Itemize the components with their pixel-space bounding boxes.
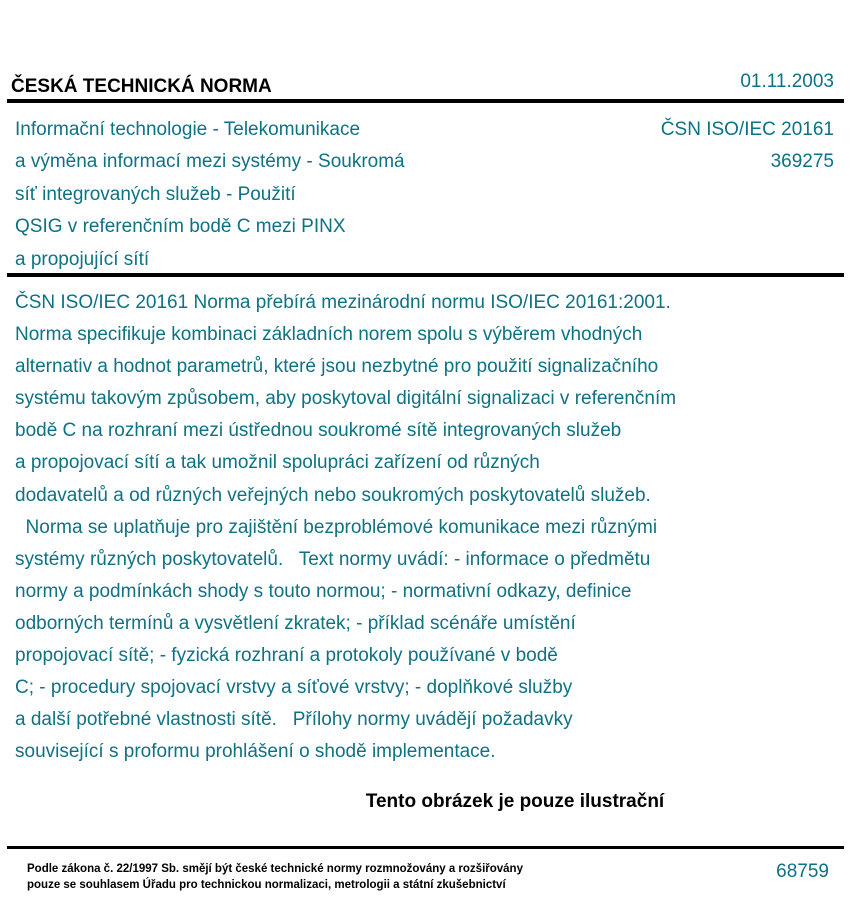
annotation-line: normy a podmínkách shody s touto normou; - normativní odkazy, definice [15, 580, 632, 602]
annotation-line: alternativ a hodnot parametrů, které jsou nezbytné pro použití signalizačního [15, 356, 659, 378]
copyright-line: pouze se souhlasem Úřadu pro technickou normalizaci, metrologii a státní zkušebnictví [27, 879, 506, 891]
annotation-line: Norma se uplatňuje pro zajištění bezproblémové komunikace mezi různými [15, 516, 658, 538]
annotation-line: systémy různých poskytovatelů. Text normy uvádí: - informace o předmětu [15, 548, 651, 570]
standard-title-line: Informační technologie - Telekomunikace [15, 119, 361, 140]
annotation-line: systému takovým způsobem, aby poskytoval digitální signalizaci v referenčním [15, 388, 677, 410]
standard-title [15, 114, 575, 276]
standard-title-line: QSIG v referenčním bodě C mezi PINX [15, 216, 346, 238]
header-divider [7, 99, 844, 103]
copyright-line: Podle zákona č. 22/1997 Sb. smějí být české technické normy rozmnožovány a rozšiřovány [27, 863, 523, 875]
annotation-text [15, 287, 795, 768]
footer-divider [7, 846, 844, 849]
standard-title-line: a propojující sítí [15, 248, 150, 270]
title-divider [7, 273, 844, 277]
annotation-line: Norma specifikuje kombinaci základních norem spolu s výběrem vhodných [15, 324, 643, 346]
standard-identifiers [661, 114, 834, 179]
copyright-notice [27, 861, 523, 893]
annotation-line: a propojovací sítí a tak umožnil spolupráci zařízení od různých [15, 452, 540, 474]
document-number: 68759 [776, 861, 829, 882]
annotation-line: a další potřebné vlastnosti sítě. Přílohy normy uvádějí požadavky [15, 709, 573, 731]
document-type-title: ČESKÁ TECHNICKÁ NORMA [11, 76, 272, 97]
annotation-line: dodavatelů a od různých veřejných nebo soukromých poskytovatelů služeb. [15, 484, 651, 506]
standard-title-line: síť integrovaných služeb - Použití [15, 183, 296, 205]
class-number: 369275 [770, 151, 834, 173]
annotation-line: související s proformu prohlášení o shodě implementace. [15, 741, 496, 763]
publication-date: 01.11.2003 [740, 71, 834, 92]
illustration-notice: Tento obrázek je pouze ilustrační [365, 791, 665, 812]
annotation-line: ČSN ISO/IEC 20161 Norma přebírá mezinárodní normu ISO/IEC 20161:2001. [15, 292, 671, 313]
annotation-line: bodě C na rozhraní mezi ústřednou soukromé sítě integrovaných služeb [15, 420, 622, 442]
annotation-line: propojovací sítě; - fyzická rozhraní a protokoly používané v bodě [15, 645, 558, 667]
standard-title-line: a výměna informací mezi systémy - Soukromá [15, 151, 405, 173]
standard-designation: ČSN ISO/IEC 20161 [660, 119, 834, 140]
annotation-line: C; - procedury spojovací vrstvy a síťové vrstvy; - doplňkové služby [15, 677, 573, 699]
annotation-line: odborných termínů a vysvětlení zkratek; - příklad scénáře umístění [15, 612, 576, 634]
